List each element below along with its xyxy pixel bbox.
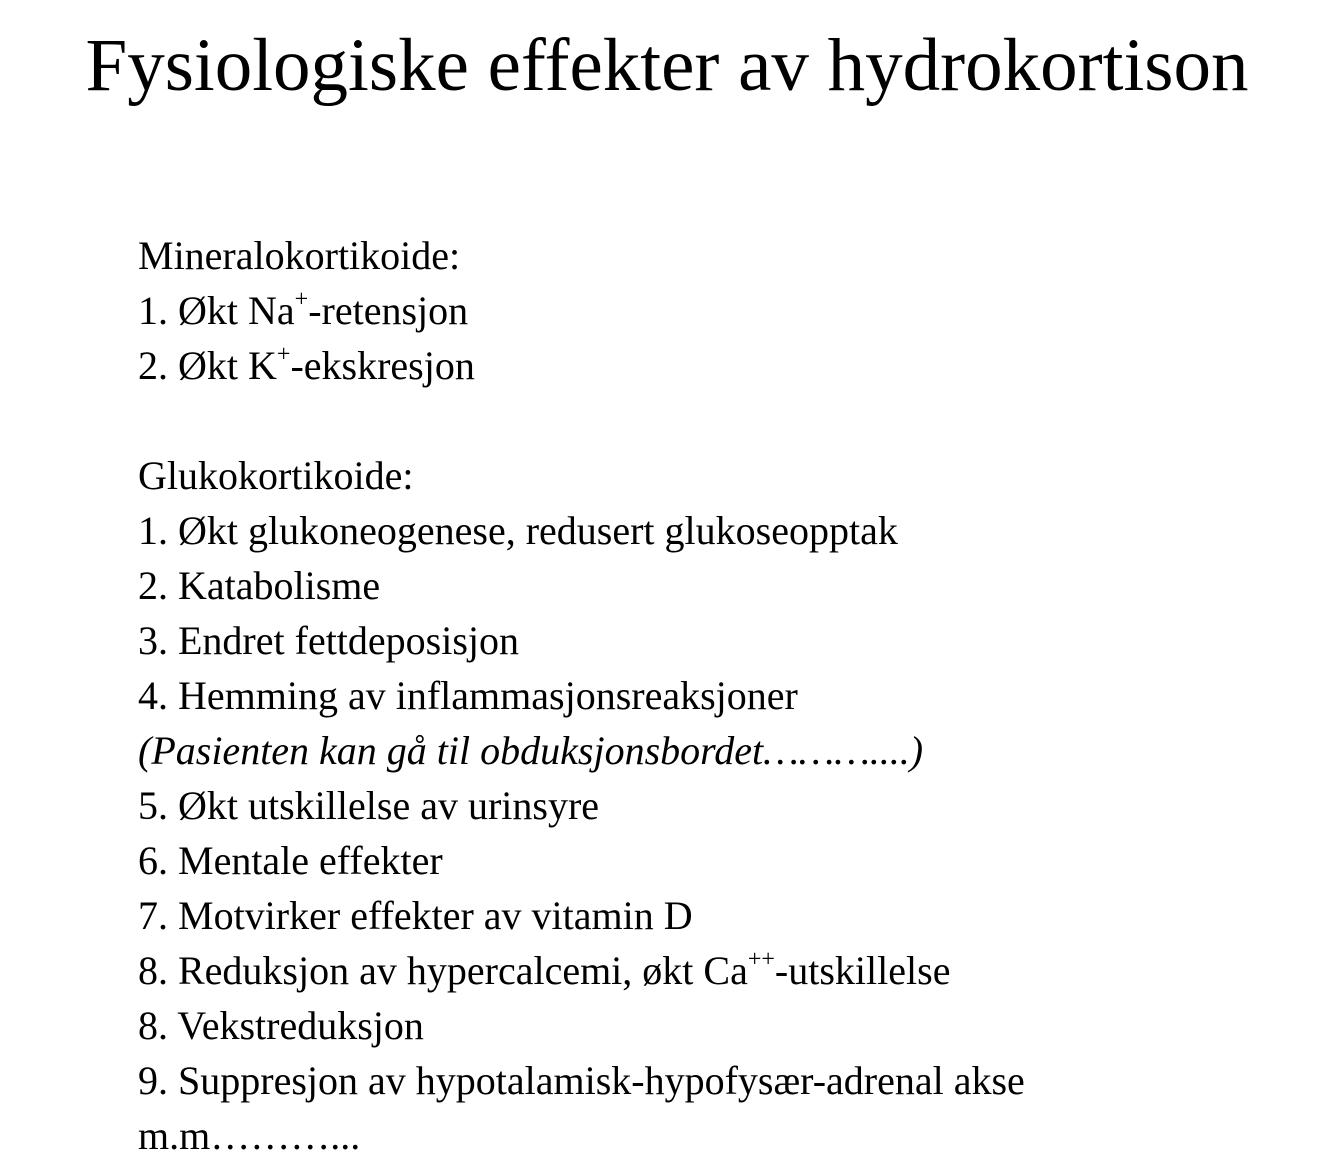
autopsy-note: (Pasienten kan gå til obduksjonsbordet………....) — [138, 728, 924, 773]
mineralocorticoid-item-1 — [138, 283, 1318, 338]
mineralocorticoid-heading: Mineralokortikoide: — [138, 233, 461, 278]
item-text-suffix: -retensjon — [308, 288, 469, 333]
glucocorticoid-item-2: 2. Katabolisme — [138, 563, 381, 608]
glucocorticoid-item-7: 7. Motvirker effekter av vitamin D — [138, 893, 693, 938]
glucocorticoid-item-calcium — [138, 943, 1318, 998]
glucocorticoid-item-1: 1. Økt glukoneogenese, redusert glukoseopptak — [138, 508, 898, 553]
item-text: 8. Reduksjon av hypercalcemi, økt Ca — [138, 948, 748, 993]
charge-superscript: + — [294, 286, 309, 313]
glucocorticoid-item-hpa: 9. Suppresjon av hypotalamisk-hypofysær-adrenal akse — [138, 1058, 1025, 1103]
item-text-suffix: -utskillelse — [774, 948, 951, 993]
section-spacer — [138, 393, 1318, 448]
item-text: 2. Økt K — [138, 343, 277, 388]
charge-superscript: ++ — [747, 946, 775, 973]
item-text: 1. Økt Na — [138, 288, 295, 333]
glucocorticoid-item-5: 5. Økt utskillelse av urinsyre — [138, 783, 600, 828]
mineralocorticoid-item-2 — [138, 338, 1318, 393]
glucocorticoid-heading: Glukokortikoide: — [138, 453, 414, 498]
item-text-suffix: -ekskresjon — [290, 343, 475, 388]
glucocorticoid-item-4: 4. Hemming av inflammasjonsreaksjoner — [138, 673, 798, 718]
slide-title: Fysiologiske effekter av hydrokortison — [85, 24, 1249, 107]
glucocorticoid-item-growth: 8. Vekstreduksjon — [138, 1003, 424, 1048]
charge-superscript: + — [276, 341, 291, 368]
slide-body — [138, 228, 1318, 1163]
etc-line: m.m………... — [138, 1113, 361, 1158]
glucocorticoid-item-6: 6. Mentale effekter — [138, 838, 443, 883]
glucocorticoid-item-3: 3. Endret fettdeposisjon — [138, 618, 520, 663]
